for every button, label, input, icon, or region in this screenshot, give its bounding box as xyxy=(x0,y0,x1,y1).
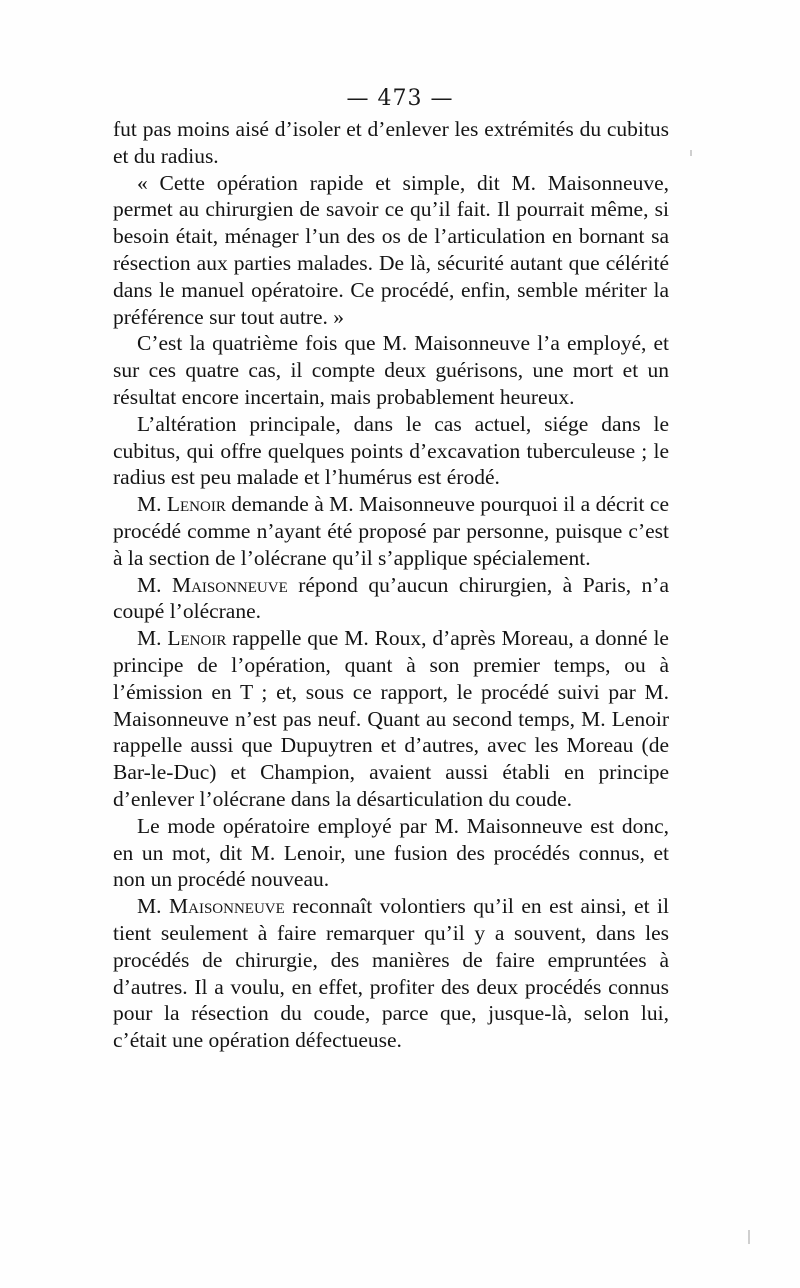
speaker-name: Lenoir xyxy=(167,626,227,651)
text-run: demande à M. Maisonneuve pourquoi il a décrit ce procédé comme n’ayant été proposé par personne, puisque c’est à la section de l’olécrane qu’il s’applique spécialement. xyxy=(113,492,669,570)
paragraph xyxy=(113,170,669,331)
text-run: fut pas moins aisé d’isoler et d’enlever les extrémités du cubitus et du radius. xyxy=(113,117,669,168)
scan-edge-mark xyxy=(690,150,692,156)
paragraph xyxy=(113,893,669,1054)
text-run: M. xyxy=(137,894,169,919)
text-run: « Cette opération rapide et simple, dit M. Maisonneuve, permet au chirurgien de savoir ce qu’il fait. Il pourrait même, si besoin était, ménager l’un des os de l’articulation en bornant sa résection aux parties malades. De là, sécurité autant que célérité dans le manuel opératoire. Ce procédé, enfin, semble mériter la préférence sur tout autre. » xyxy=(113,170,669,329)
text-run: reconnaît volontiers qu’il en est ainsi, et il tient seulement à faire remarquer qu’il y a souvent, dans les procédés de chirurgie, des manières de faire empruntées à d’autres. Il a voulu, en effet, profiter des deux procédés connus pour la résection du coude, parce que, jusque-là, selon lui, c’était une opération défectueuse. xyxy=(113,894,669,1053)
text-run: rappelle que M. Roux, d’après Moreau, a donné le principe de l’opération, quant à son premier temps, ou à l’émission en T ; et, sous ce rapport, le procédé suivi par M. Maisonneuve n’est pas neuf. Quant au second temps, M. Lenoir rappelle aussi que Dupuytren et d’autres, avec les Moreau (de Bar-le-Duc) et Champion, avaient aussi établi en principe d’enlever l’olécrane dans la désarticulation du coude. xyxy=(113,626,669,811)
paragraph xyxy=(113,491,669,571)
text-run: M. xyxy=(137,492,167,517)
paragraph xyxy=(113,116,669,170)
paragraph xyxy=(113,813,669,893)
body-text xyxy=(113,116,669,1054)
text-run: L’altération principale, dans le cas actuel, siége dans le cubitus, qui offre quelques points d’excavation tuberculeuse ; le radius est peu malade et l’humérus est érodé. xyxy=(113,411,669,490)
paragraph xyxy=(113,411,669,491)
page-number: — 473 — xyxy=(346,86,454,111)
text-run: C’est la quatrième fois que M. Maisonneuve l’a employé, et sur ces quatre cas, il compte deux guérisons, une mort et un résultat encore incertain, mais probablement heureux. xyxy=(113,331,669,409)
text-run: M. xyxy=(137,626,168,651)
scan-edge-mark xyxy=(748,1230,750,1244)
speaker-name: Lenoir xyxy=(166,492,226,517)
speaker-name: Maisonneuve xyxy=(171,572,288,597)
paragraph xyxy=(113,330,669,410)
text-run: Le mode opératoire employé par M. Maisonneuve est donc, en un mot, dit M. Lenoir, une fusion des procédés connus, et non un procédé nouveau. xyxy=(113,813,669,892)
text-run: M. xyxy=(137,572,172,597)
text-run: répond qu’aucun chirurgien, à Paris, n’a coupé l’olécrane. xyxy=(113,572,669,624)
paragraph xyxy=(113,625,669,813)
speaker-name: Maisonneuve xyxy=(169,894,285,919)
paragraph xyxy=(113,572,669,626)
